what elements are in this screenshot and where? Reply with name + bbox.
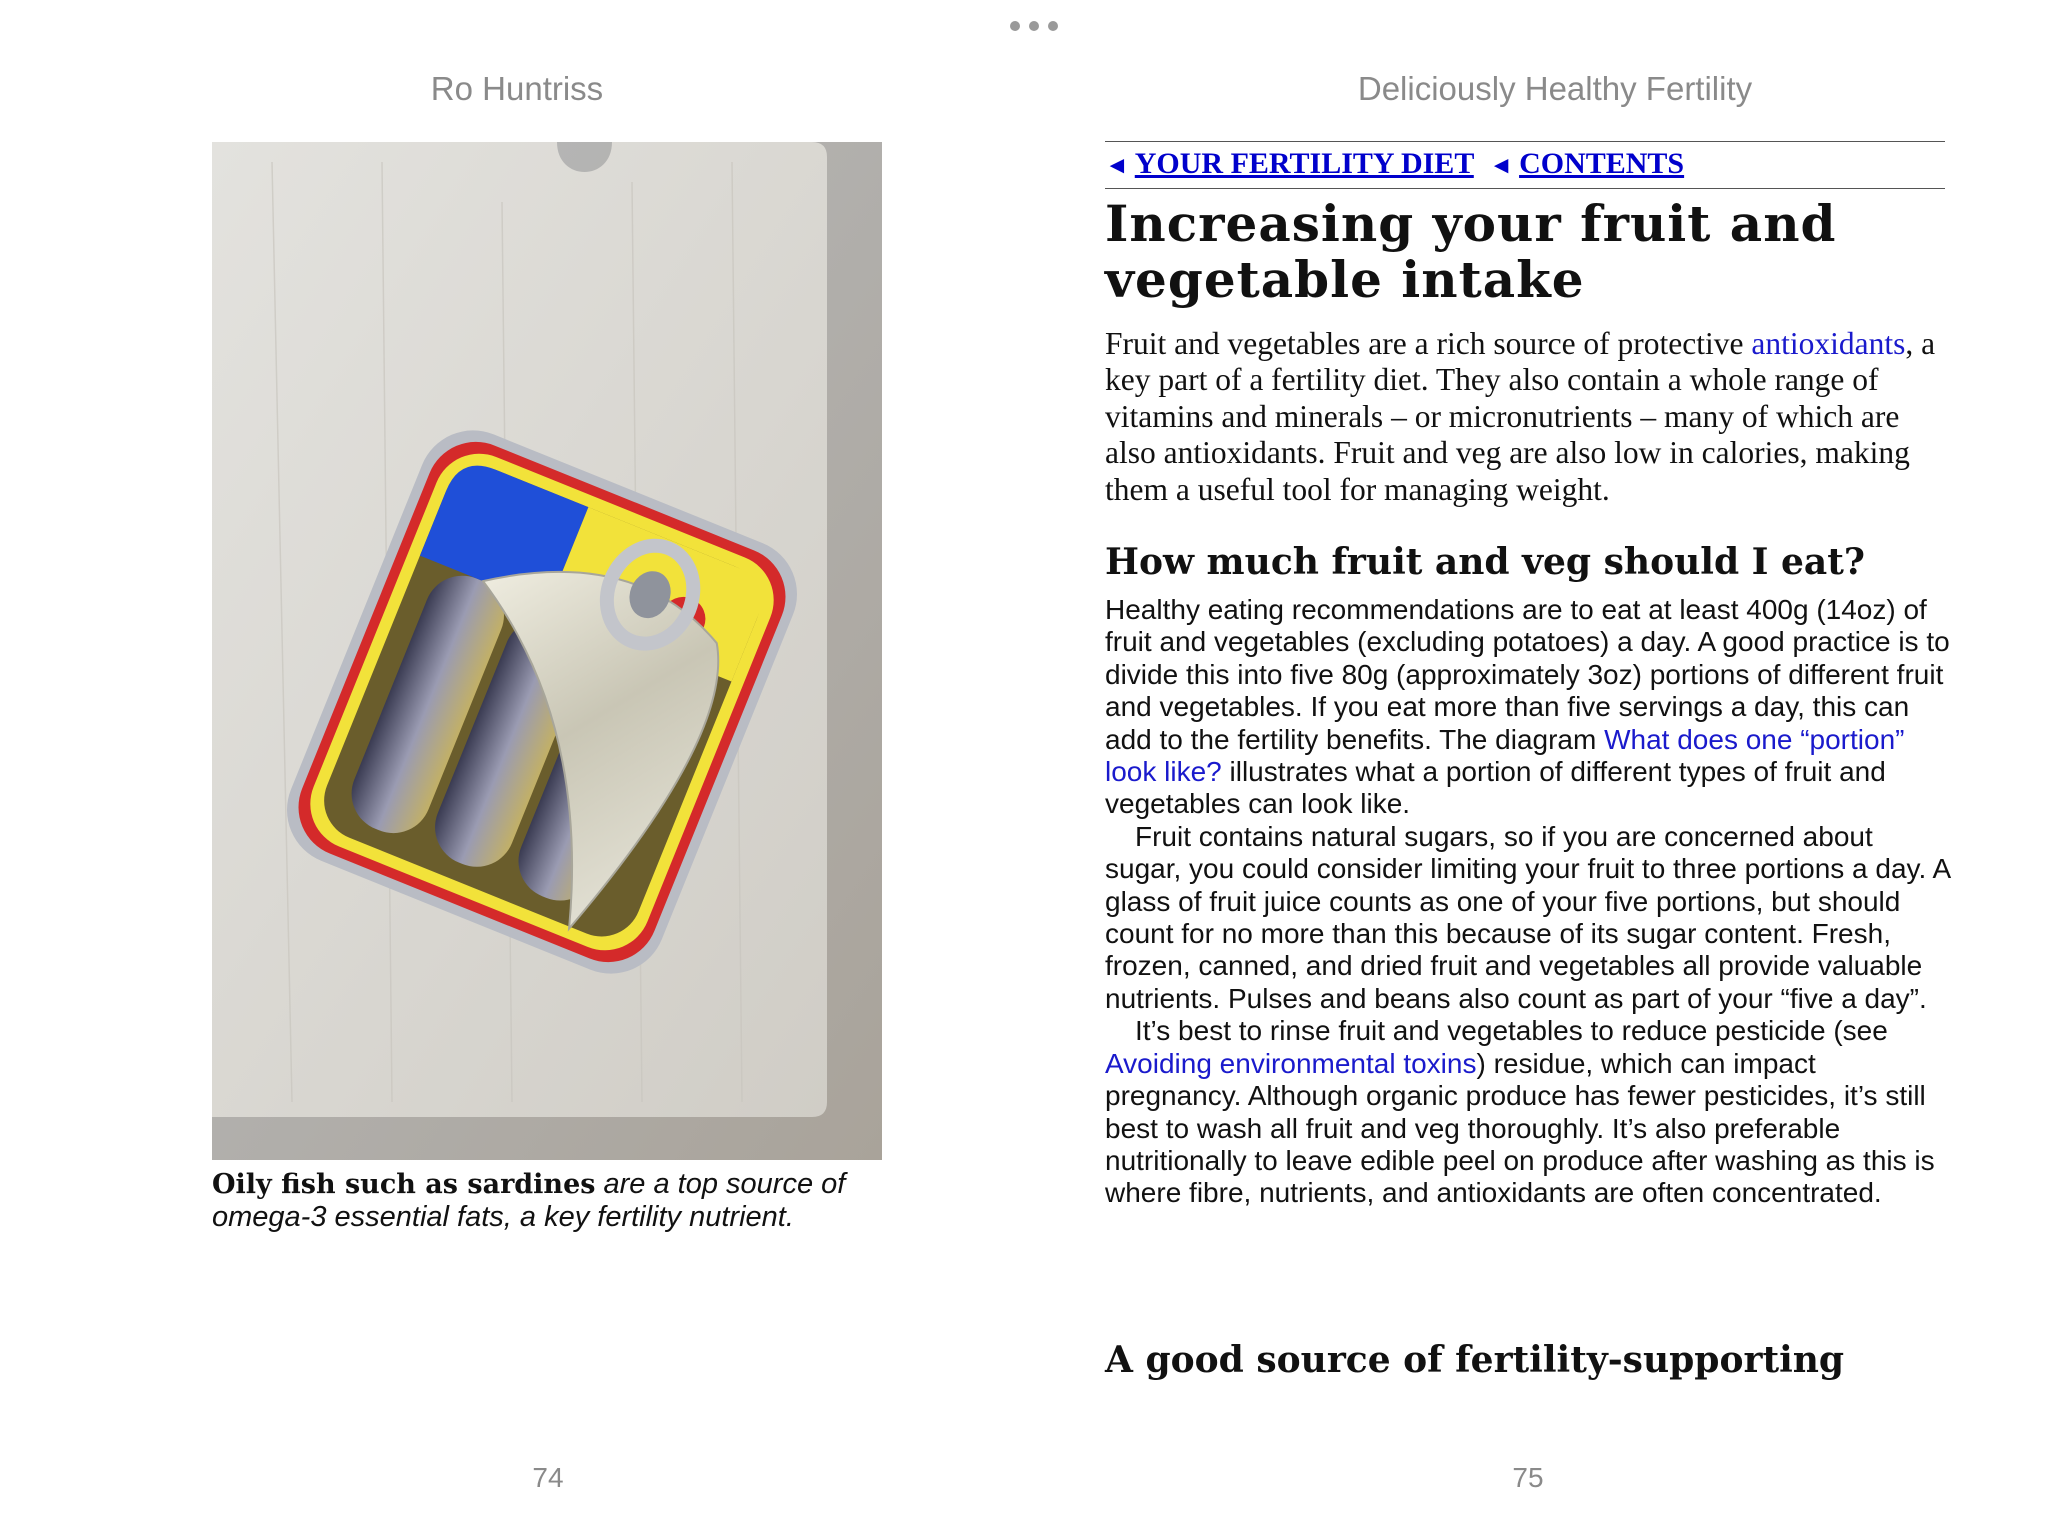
environmental-toxins-link[interactable]: Avoiding environmental toxins	[1105, 1047, 1477, 1079]
intro-text: , a key part of a fertility diet. They also contain a whole range of vitamins and minerals – or micronutrients – many of which are also antioxidants. Fruit and veg are also low in calories, making them a useful tool for managing weight.	[1105, 326, 1936, 507]
photo-caption	[212, 1168, 852, 1233]
paragraph-text: Healthy eating recommendations are to eat at least 400g (14oz) of fruit and vegetables (excluding potatoes) a day. A good practice is to divide this into five 80g (approximately 3oz) portions of different fruit and vegetables. If you eat more than five servings a day, this can add to the fertility benefits. The diagram	[1105, 594, 1950, 755]
left-page-number: 74	[532, 1462, 564, 1493]
intro-text: Fruit and vegetables are a rich source of protective	[1105, 326, 1752, 361]
caption-italic: are a top source of omega-3 essential fats, a key fertility nutrient.	[212, 1168, 846, 1233]
paragraph-text: illustrates what a portion of different types of fruit and vegetables can look like.	[1105, 756, 1886, 820]
dot	[1010, 21, 1020, 31]
back-triangle-icon: ◄	[1489, 153, 1514, 179]
sardine-tin-photo	[212, 142, 882, 1160]
link-your-fertility-diet[interactable]: YOUR FERTILITY DIET	[1134, 147, 1474, 180]
section-heading: How much fruit and veg should I eat?	[1105, 541, 1865, 583]
antioxidants-link[interactable]: antioxidants	[1751, 326, 1906, 361]
more-options-icon[interactable]	[1010, 16, 1058, 36]
section-heading: A good source of fertility-supporting	[1105, 1339, 1845, 1381]
body-text	[1105, 594, 1950, 1210]
book-title-running-head: Deliciously Healthy Fertility	[1357, 70, 1753, 107]
portion-diagram-link[interactable]: What does one “portion” look like?	[1105, 723, 1905, 788]
chapter-title: Increasing your fruit and vegetable intake	[1105, 194, 1837, 309]
author-running-head: Ro Huntriss	[430, 70, 604, 107]
link-contents[interactable]: CONTENTS	[1519, 147, 1685, 180]
breadcrumb-nav	[1105, 141, 1945, 189]
right-page-number: 75	[1512, 1462, 1544, 1493]
dot	[1048, 21, 1058, 31]
caption-bold: Oily fish such as sardines	[212, 1169, 596, 1200]
paragraph-text: ) residue, which can impact pregnancy. Although organic produce has fewer pesticides, it’s still best to wash all fruit and veg thoroughly. It’s also preferable nutritionally to leave edible peel on produce after washing as this is where fibre, nutrients, and antioxidants are often concentrated.	[1105, 1047, 1935, 1209]
paragraph: Fruit contains natural sugars, so if you are concerned about sugar, you could consider limiting your fruit to three portions a day. A glass of fruit juice counts as one of your five portions, but should count for no more than this because of its sugar content. Fresh, frozen, canned, and dried fruit and vegetables all provide valuable nutrients. Pulses and beans also count as part of your “five a day”.	[1105, 820, 1950, 1014]
intro-paragraph	[1105, 326, 1950, 508]
back-triangle-icon: ◄	[1105, 153, 1129, 179]
paragraph	[1105, 1015, 1950, 1209]
dot	[1029, 21, 1039, 31]
paragraph	[1105, 594, 1950, 821]
paragraph-text: It’s best to rinse fruit and vegetables to reduce pesticide (see	[1135, 1015, 1888, 1047]
